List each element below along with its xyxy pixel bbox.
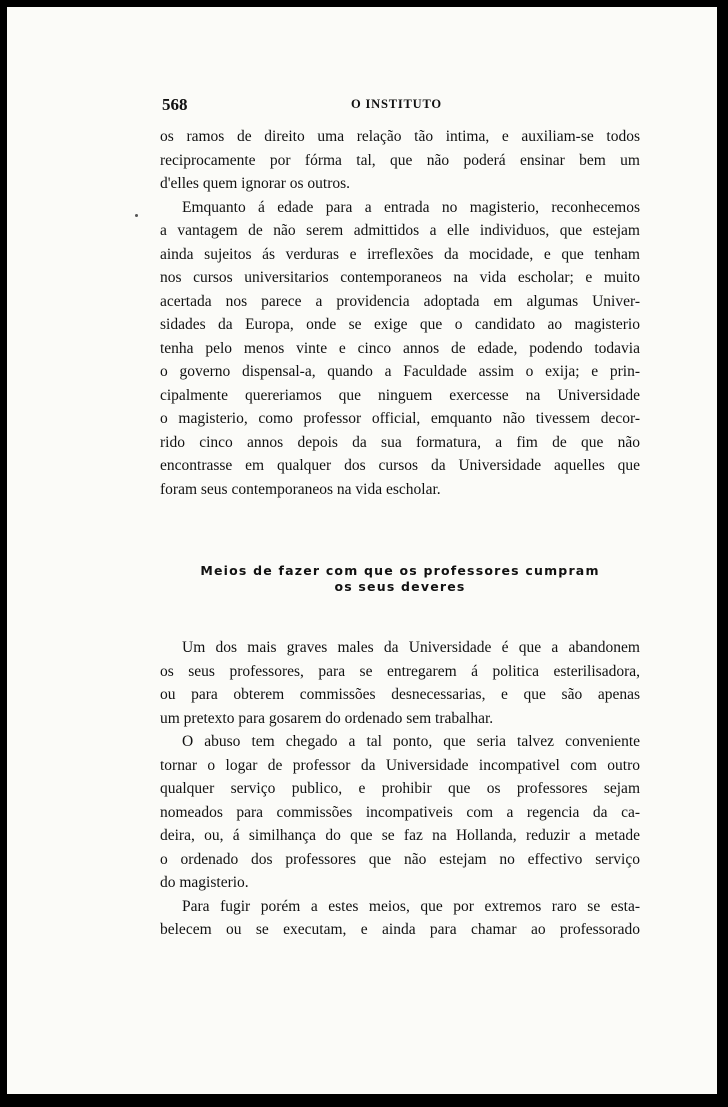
- text-line: nomeados para commissões incompativeis com a regencia da ca-: [160, 803, 640, 821]
- text-line: reciprocamente por fórma tal, que não poderá ensinar bem um: [160, 151, 640, 169]
- text-line: um pretexto para gosarem do ordenado sem trabalhar.: [160, 709, 494, 727]
- text-line: tenha pelo menos vinte e cinco annos de edade, podendo todavia: [160, 339, 640, 357]
- text-line: tornar o logar de professor da Universidade incompativel com outro: [160, 756, 640, 774]
- running-head: [162, 95, 642, 117]
- page-number: 568: [162, 95, 188, 114]
- body-text-block-one: [160, 125, 640, 501]
- text-line: a vantagem de não serem admittidos a elle individuos, que estejam: [160, 222, 640, 239]
- text-line: sidades da Europa, onde se exige que o candidato ao magisterio: [160, 316, 640, 333]
- text-line: d'elles quem ignorar os outros.: [160, 175, 351, 192]
- text-line: Emquanto á edade para a entrada no magisterio, reconhecemos: [182, 198, 640, 216]
- text-line: acertada nos parece a providencia adoptada em algumas Univer-: [160, 292, 640, 310]
- section-heading-line: Meios de fazer com que os professores cumpram: [200, 563, 600, 578]
- section-heading-line: os seus deveres: [334, 579, 466, 594]
- journal-title: O INSTITUTO: [351, 97, 442, 111]
- text-line: O abuso tem chegado a tal ponto, que seria talvez conveniente: [182, 733, 640, 750]
- text-line: Para fugir porém a estes meios, que por extremos raro se esta-: [182, 897, 640, 915]
- text-line: ou para obterem commissões desnecessarias, e que são apenas: [160, 686, 640, 703]
- text-line: o magisterio, como professor official, emquanto não tivessem decor-: [160, 410, 640, 427]
- text-line: encontrasse em qualquer dos cursos da Universidade aquelles que: [160, 457, 640, 474]
- book-page: [7, 7, 717, 1094]
- text-line: cipalmente quereriamos que ninguem exercesse na Universidade: [160, 386, 640, 404]
- body-text-block-two: [160, 636, 640, 942]
- text-line: os ramos de direito uma relação tão intima, e auxiliam-se todos: [160, 128, 640, 145]
- text-line: deira, ou, á similhança do que se faz na Hollanda, reduzir a metade: [160, 827, 640, 844]
- text-line: os seus professores, para se entregarem á politica esterilisadora,: [160, 662, 640, 680]
- text-line: rido cinco annos depois da sua formatura, a fim de que não: [160, 433, 640, 451]
- text-line: foram seus contemporaneos na vida escholar.: [160, 480, 441, 498]
- text-line: o ordenado dos professores que não estejam no effectivo serviço: [160, 850, 640, 868]
- margin-mark: [135, 214, 138, 217]
- section-heading: [160, 563, 640, 595]
- text-line: belecem ou se executam, e ainda para chamar ao professorado: [160, 921, 640, 938]
- text-line: Um dos mais graves males da Universidade é que a abandonem: [182, 639, 640, 656]
- text-line: ainda sujeitos ás verduras e irreflexões da mocidade, e que tenham: [160, 245, 640, 263]
- text-line: o governo dispensal-a, quando a Faculdade assim o exija; e prin-: [160, 363, 640, 380]
- text-line: nos cursos universitarios contemporaneos na vida escholar; e muito: [160, 269, 640, 286]
- text-line: qualquer serviço publico, e prohibir que os professores sejam: [160, 780, 640, 797]
- text-line: do magisterio.: [160, 874, 249, 891]
